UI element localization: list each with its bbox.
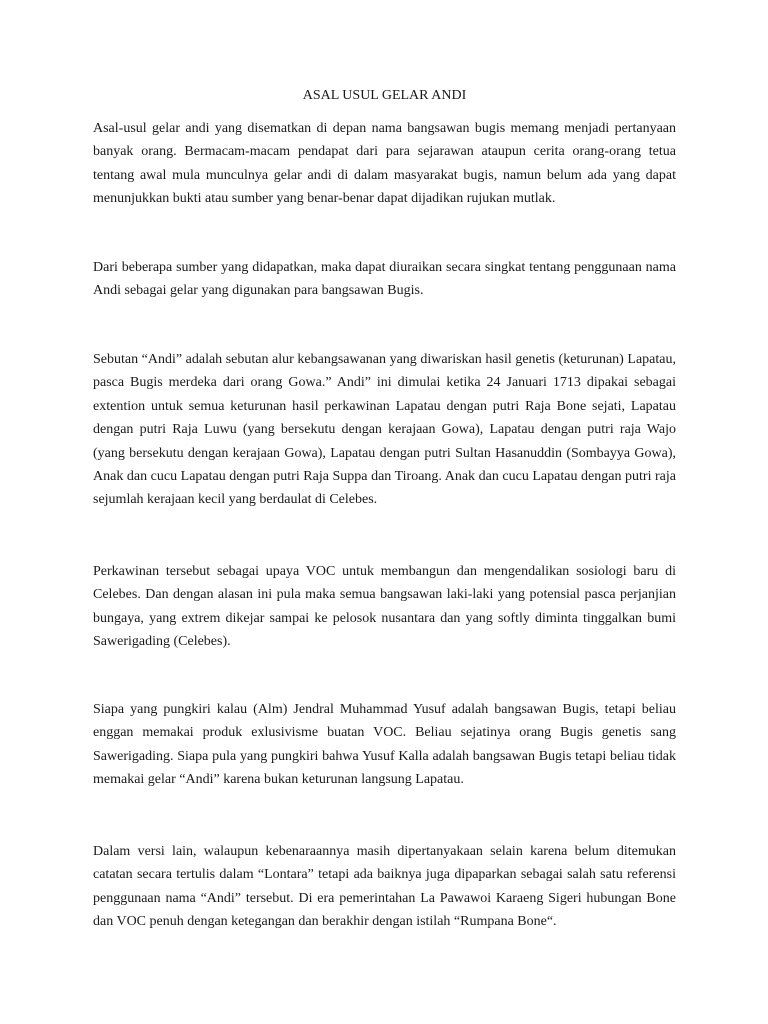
paragraph-sources-summary: Dari beberapa sumber yang didapatkan, maka dapat diuraikan secara singkat tentang penggunaan nama Andi sebagai gelar yang digunakan para bangsawan Bugis. <box>93 260 676 299</box>
document-title: ASAL USUL GELAR ANDI <box>302 88 467 103</box>
paragraph-other-version: Dalam versi lain, walaupun kebenaraannya masih dipertanyakaan selain karena belum ditemukan catatan secara tertulis dalam “Lontara” tetapi ada baiknya juga dipaparkan sebagai salah satu referensi penggunaan nama “Andi” tersebut. Di era pemerintahan La Pawawoi Karaeng Sigeri hubungan Bone dan VOC penuh dengan ketegangan dan berakhir dengan istilah “Rumpana Bone“. <box>93 844 676 930</box>
paragraph-voc-marriage: Perkawinan tersebut sebagai upaya VOC untuk membangun dan mengendalikan sosiologi baru di Celebes. Dan dengan alasan ini pula maka semua bangsawan laki-laki yang potensial pasca perjanjian bungaya, yang extrem dikejar sampai ke pelosok nusantara dan yang softly diminta tinggalkan bumi Sawerigading (Celebes). <box>93 564 676 650</box>
paragraph-yusuf-examples: Siapa yang pungkiri kalau (Alm) Jendral Muhammad Yusuf adalah bangsawan Bugis, tetapi beliau enggan memakai produk exlusivisme buatan VOC. Beliau sejatinya orang Bugis genetis sang Sawerigading. Siapa pula yang pungkiri bahwa Yusuf Kalla adalah bangsawan Bugis tetapi beliau tidak memakai gelar “Andi” karena bukan keturunan langsung Lapatau. <box>93 702 676 788</box>
paragraph-andi-lapatau: Sebutan “Andi” adalah sebutan alur kebangsawanan yang diwariskan hasil genetis (keturunan) Lapatau, pasca Bugis merdeka dari orang Gowa.” Andi” ini dimulai ketika 24 Januari 1713 dipakai sebagai extention untuk semua keturunan hasil perkawinan Lapatau dengan putri Raja Bone sejati, Lapatau dengan putri Raja Luwu (yang bersekutu dengan kerajaan Gowa), Lapatau dengan putri raja Wajo (yang bersekutu dengan kerajaan Gowa), Lapatau dengan putri Sultan Hasanuddin (Sombayya Gowa), Anak dan cucu Lapatau dengan putri Raja Suppa dan Tiroang. Anak dan cucu Lapatau dengan putri raja sejumlah kerajaan kecil yang berdaulat di Celebes. <box>93 352 676 508</box>
paragraph-origin-question: Asal-usul gelar andi yang disematkan di depan nama bangsawan bugis memang menjadi pertanyaan banyak orang. Bermacam-macam pendapat dari para sejarawan ataupun cerita orang-orang tetua tentang awal mula munculnya gelar andi di dalam masyarakat bugis, namun belum ada yang dapat menunjukkan bukti atau sumber yang benar-benar dapat dijadikan rujukan mutlak. <box>93 121 676 207</box>
